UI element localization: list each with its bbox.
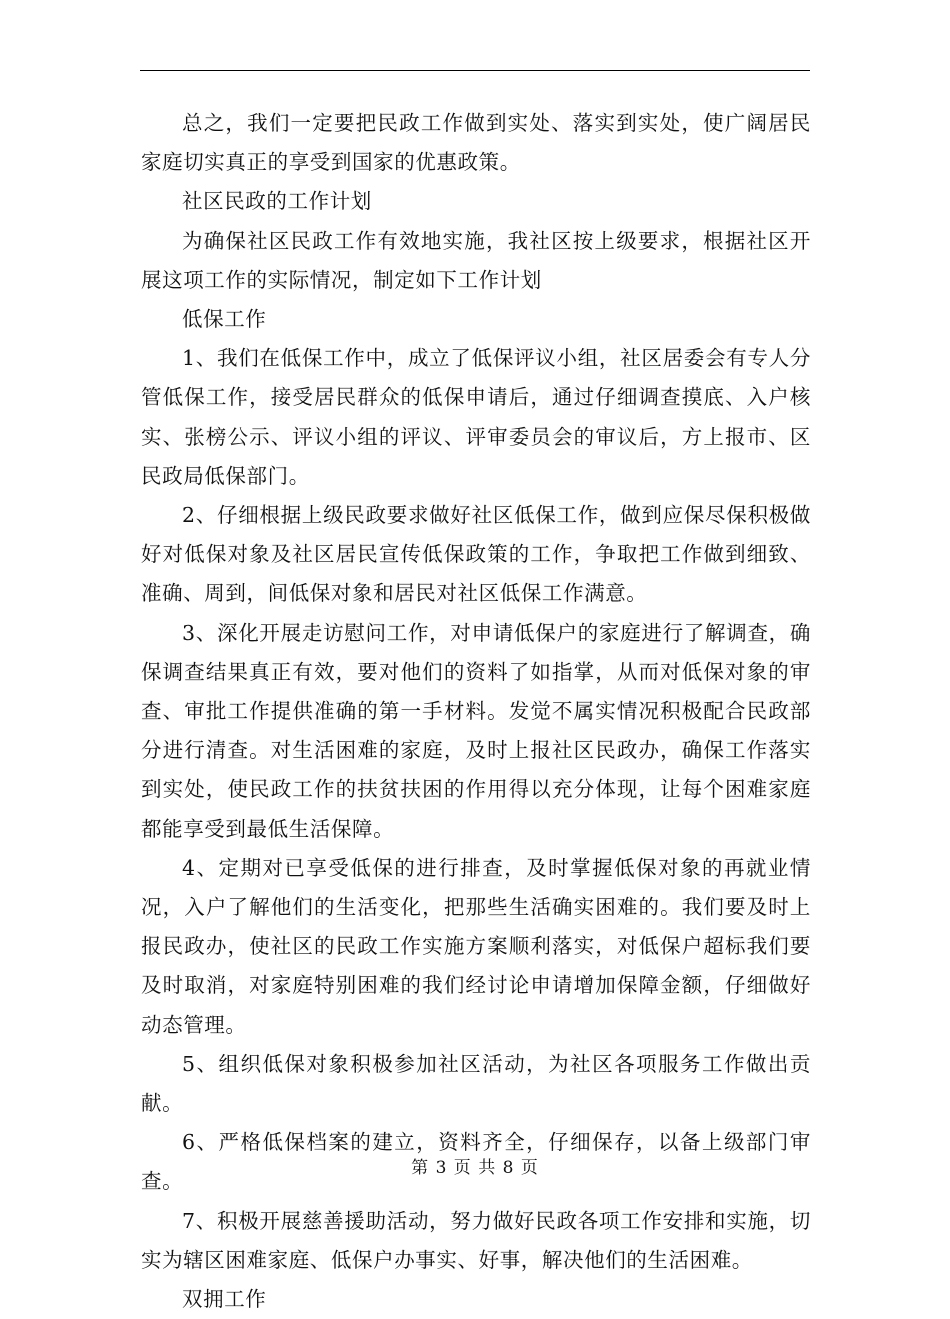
page-number-footer: 第 3 页 共 8 页 [411, 1158, 539, 1178]
section-heading-community-plan: 社区民政的工作计划 [182, 189, 372, 214]
list-item-3: 3、深化开展走访慰问工作，对申请低保户的家庭进行了解调查，确保调查结果真正有效，要对他们的资料了如指掌，从而对低保对象的审查、审批工作提供准确的第一手材料。发觉不属实情况积极配合民政部分进行清查。对生活困难的家庭，及时上报社区民政办，确保工作落实到实处，使民政工作的扶贫扶困的作用得以充分体现，让每个困难家庭都能享受到最低生活保障。 [141, 620, 811, 841]
list-item-7: 7、积极开展慈善援助活动，努力做好民政各项工作安排和实施，切实为辖区困难家庭、低保户办事实、好事，解决他们的生活困难。 [141, 1208, 811, 1272]
paragraph-intro: 为确保社区民政工作有效地实施，我社区按上级要求，根据社区开展这项工作的实际情况，制定如下工作计划 [141, 228, 811, 292]
paragraph-conclusion: 总之，我们一定要把民政工作做到实处、落实到实处，使广阔居民家庭切实真正的享受到国家的优惠政策。 [141, 111, 811, 175]
subheading-double-support: 双拥工作 [182, 1287, 267, 1312]
header-rule [140, 70, 810, 71]
document-body [141, 104, 811, 1319]
subheading-minimum-living: 低保工作 [182, 307, 267, 332]
list-item-1: 1、我们在低保工作中，成立了低保评议小组，社区居委会有专人分管低保工作，接受居民群众的低保申请后，通过仔细调查摸底、入户核实、张榜公示、评议小组的评议、评审委员会的审议后，方上报市、区民政局低保部门。 [141, 346, 811, 488]
list-item-2: 2、仔细根据上级民政要求做好社区低保工作，做到应保尽保积极做好对低保对象及社区居民宣传低保政策的工作，争取把工作做到细致、准确、周到，间低保对象和居民对社区低保工作满意。 [141, 503, 811, 606]
list-item-4: 4、定期对已享受低保的进行排查，及时掌握低保对象的再就业情况，入户了解他们的生活变化，把那些生活确实困难的。我们要及时上报民政办，使社区的民政工作实施方案顺利落实，对低保户超标我们要及时取消，对家庭特别困难的我们经讨论申请增加保障金额，仔细做好动态管理。 [141, 855, 811, 1037]
list-item-5: 5、组织低保对象积极参加社区活动，为社区各项服务工作做出贡献。 [141, 1051, 811, 1116]
list-item-6: 6、严格低保档案的建立，资料齐全，仔细保存，以备上级部门审查。 [141, 1130, 811, 1194]
